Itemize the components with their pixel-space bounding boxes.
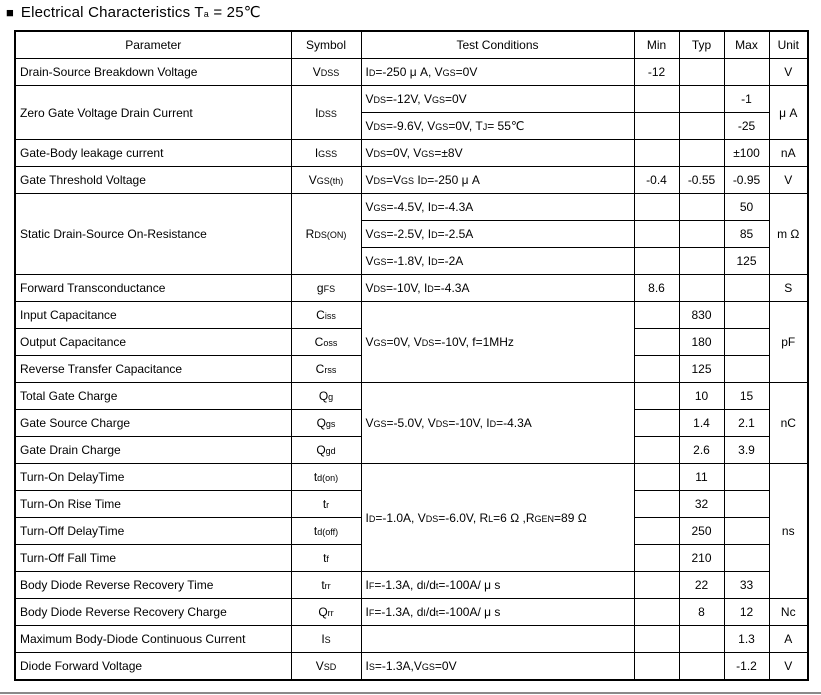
cond-cell: ID=-250 μ A, VGS=0V [361,59,634,86]
symbol-cell: VSD [291,653,361,681]
table-row [15,302,808,329]
min-cell [634,113,679,140]
min-cell [634,599,679,626]
page-divider-rule [0,692,821,694]
max-cell: 3.9 [724,437,769,464]
cond-cell: VGS=-4.5V, ID=-4.3A [361,194,634,221]
min-cell [634,221,679,248]
typ-cell: 2.6 [679,437,724,464]
typ-cell [679,626,724,653]
param-cell: Diode Forward Voltage [15,653,291,681]
param-cell: Gate Threshold Voltage [15,167,291,194]
min-cell: -0.4 [634,167,679,194]
min-cell [634,248,679,275]
min-cell [634,410,679,437]
min-cell [634,86,679,113]
section-title [6,3,261,21]
symbol-cell: IDSS [291,86,361,140]
typ-cell [679,653,724,681]
cond-cell [361,626,634,653]
param-cell: Drain-Source Breakdown Voltage [15,59,291,86]
cond-cell: VGS=0V, VDS=-10V, f=1MHz [361,302,634,383]
max-cell: 12 [724,599,769,626]
min-cell [634,194,679,221]
max-cell [724,59,769,86]
max-cell [724,302,769,329]
cond-cell: VDS=-9.6V, VGS=0V, TJ= 55℃ [361,113,634,140]
typ-cell [679,221,724,248]
symbol-cell: Coss [291,329,361,356]
cond-cell: VDS=0V, VGS=±8V [361,140,634,167]
typ-cell: 11 [679,464,724,491]
typ-cell: 8 [679,599,724,626]
typ-cell: 10 [679,383,724,410]
param-cell: Output Capacitance [15,329,291,356]
unit-cell: nA [769,140,808,167]
symbol-cell: Crss [291,356,361,383]
typ-cell: 210 [679,545,724,572]
min-cell [634,437,679,464]
min-cell [634,383,679,410]
min-cell [634,491,679,518]
max-cell [724,464,769,491]
param-cell: Body Diode Reverse Recovery Time [15,572,291,599]
col-header-parameter: Parameter [15,31,291,59]
min-cell [634,140,679,167]
symbol-cell: Qgd [291,437,361,464]
max-cell: 50 [724,194,769,221]
cond-cell: VDS=-10V, ID=-4.3A [361,275,634,302]
unit-cell: nC [769,383,808,464]
param-cell: Turn-Off Fall Time [15,545,291,572]
cond-cell: IF=-1.3A, dI/dt=-100A/ μ s [361,572,634,599]
table-row [15,194,808,221]
typ-cell: 180 [679,329,724,356]
table-row [15,275,808,302]
electrical-characteristics-table [14,30,809,681]
param-cell: Gate Source Charge [15,410,291,437]
unit-cell: V [769,59,808,86]
typ-cell [679,140,724,167]
cond-cell: VGS=-2.5V, ID=-2.5A [361,221,634,248]
symbol-cell: gFS [291,275,361,302]
symbol-cell: IS [291,626,361,653]
col-header-min: Min [634,31,679,59]
section-title-text: Electrical Characteristics Ta = 25℃ [20,4,261,21]
max-cell: 33 [724,572,769,599]
max-cell: -1.2 [724,653,769,681]
col-header-typ: Typ [679,31,724,59]
cond-cell: VGS=-5.0V, VDS=-10V, ID=-4.3A [361,383,634,464]
unit-cell: m Ω [769,194,808,275]
max-cell: ±100 [724,140,769,167]
max-cell: 1.3 [724,626,769,653]
param-cell: Zero Gate Voltage Drain Current [15,86,291,140]
min-cell [634,302,679,329]
param-cell: Turn-On DelayTime [15,464,291,491]
symbol-cell: tr [291,491,361,518]
col-header-symbol: Symbol [291,31,361,59]
max-cell: 2.1 [724,410,769,437]
typ-cell [679,113,724,140]
cond-cell: ID=-1.0A, VDS=-6.0V, RL=6 Ω ,RGEN=89 Ω [361,464,634,572]
table-row [15,653,808,681]
unit-cell: V [769,653,808,681]
symbol-cell: IGSS [291,140,361,167]
symbol-cell: Ciss [291,302,361,329]
typ-cell [679,194,724,221]
symbol-cell: Qg [291,383,361,410]
symbol-cell: td(off) [291,518,361,545]
symbol-cell: td(on) [291,464,361,491]
unit-cell: pF [769,302,808,383]
table-row [15,599,808,626]
unit-cell: ns [769,464,808,599]
param-cell: Turn-On Rise Time [15,491,291,518]
cond-cell: VDS=VGS ID=-250 μ A [361,167,634,194]
max-cell [724,356,769,383]
max-cell: -0.95 [724,167,769,194]
unit-cell: Nc [769,599,808,626]
cond-cell: IF=-1.3A, dI/dt=-100A/ μ s [361,599,634,626]
table-body [15,59,808,681]
symbol-cell: VDSS [291,59,361,86]
col-header-unit: Unit [769,31,808,59]
param-cell: Maximum Body-Diode Continuous Current [15,626,291,653]
unit-cell: A [769,626,808,653]
max-cell: -1 [724,86,769,113]
typ-cell: 32 [679,491,724,518]
cond-cell: VDS=-12V, VGS=0V [361,86,634,113]
max-cell: -25 [724,113,769,140]
param-cell: Gate Drain Charge [15,437,291,464]
table-row [15,464,808,491]
col-header-test-conditions: Test Conditions [361,31,634,59]
symbol-cell: tf [291,545,361,572]
param-cell: Static Drain-Source On-Resistance [15,194,291,275]
max-cell: 15 [724,383,769,410]
typ-cell [679,275,724,302]
unit-cell: μ A [769,86,808,140]
table-row [15,626,808,653]
typ-cell: -0.55 [679,167,724,194]
min-cell [634,572,679,599]
min-cell: -12 [634,59,679,86]
cond-cell: VGS=-1.8V, ID=-2A [361,248,634,275]
square-bullet-icon: ■ [6,4,14,20]
table-row [15,140,808,167]
param-cell: Body Diode Reverse Recovery Charge [15,599,291,626]
min-cell [634,626,679,653]
max-cell [724,275,769,302]
param-cell: Turn-Off DelayTime [15,518,291,545]
param-cell: Gate-Body leakage current [15,140,291,167]
typ-cell [679,86,724,113]
header-row [15,31,808,59]
typ-cell [679,248,724,275]
table-row [15,572,808,599]
max-cell [724,518,769,545]
param-cell: Input Capacitance [15,302,291,329]
symbol-cell: VGS(th) [291,167,361,194]
min-cell [634,464,679,491]
col-header-max: Max [724,31,769,59]
unit-cell: V [769,167,808,194]
max-cell: 85 [724,221,769,248]
typ-cell: 1.4 [679,410,724,437]
cond-cell: IS=-1.3A,VGS=0V [361,653,634,681]
min-cell [634,518,679,545]
table-container [14,30,809,681]
symbol-cell: Qrr [291,599,361,626]
typ-cell [679,59,724,86]
typ-cell: 125 [679,356,724,383]
typ-cell: 22 [679,572,724,599]
max-cell: 125 [724,248,769,275]
param-cell: Total Gate Charge [15,383,291,410]
min-cell [634,653,679,681]
unit-cell: S [769,275,808,302]
symbol-cell: trr [291,572,361,599]
typ-cell: 250 [679,518,724,545]
param-cell: Forward Transconductance [15,275,291,302]
param-cell: Reverse Transfer Capacitance [15,356,291,383]
table-row [15,167,808,194]
min-cell: 8.6 [634,275,679,302]
min-cell [634,356,679,383]
max-cell [724,329,769,356]
min-cell [634,329,679,356]
table-row [15,59,808,86]
symbol-cell: Qgs [291,410,361,437]
table-row [15,383,808,410]
max-cell [724,545,769,572]
table-row [15,86,808,113]
symbol-cell: RDS(ON) [291,194,361,275]
typ-cell: 830 [679,302,724,329]
min-cell [634,545,679,572]
max-cell [724,491,769,518]
